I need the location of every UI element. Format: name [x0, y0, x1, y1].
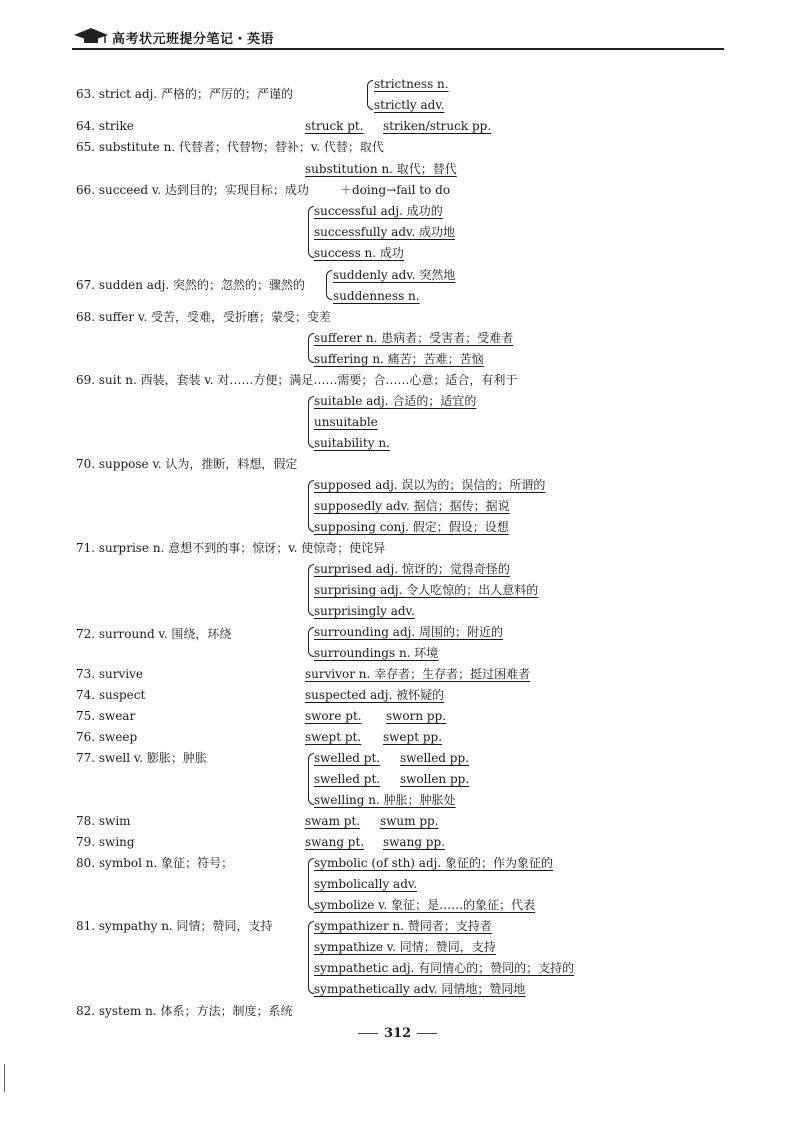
derivative: supposedly adv. 据信；据传；据说 [314, 499, 510, 513]
entry-66: 66. succeed v. 达到目的；实现目标；成功 [76, 183, 309, 197]
entry-65: 65. substitute n. 代替者；代替物；替补；v. 代替；取代 [76, 140, 384, 154]
entry-63: 63. strict adj. 严格的；严厉的；严谨的 [76, 87, 293, 101]
derivative: supposing conj. 假定；假设；设想 [314, 520, 509, 534]
derivative: surrounding adj. 周围的；附近的 [314, 625, 503, 639]
entry-78: 78. swim [76, 814, 131, 828]
entry-80: 80. symbol n. 象征；符号； [76, 856, 234, 870]
derivative: sufferer n. 患病者；受害者；受难者 [314, 331, 514, 345]
header-rule [72, 48, 724, 50]
entry-72: 72. surround v. 围绕，环绕 [76, 627, 232, 641]
past-tense: swelled pt. [314, 772, 381, 786]
brace [367, 80, 373, 110]
derivative: strictly adv. [374, 98, 445, 112]
derivative: suddenness n. [333, 289, 420, 303]
past-tense: swelled pt. [314, 751, 381, 765]
book-title: 高考状元班提分笔记・英语 [112, 32, 275, 47]
past-participle: swum pp. [380, 814, 439, 828]
derivative: symbolic (of sth) adj. 象征的；作为象征的 [314, 856, 553, 870]
derivative: success n. 成功 [314, 246, 404, 260]
past-participle: swelled pp. [400, 751, 469, 765]
derivative: substitution n. 取代；替代 [305, 162, 457, 176]
past-participle: swollen pp. [400, 772, 470, 786]
entry-74: 74. suspect [76, 688, 146, 702]
derivative: suspected adj. 被怀疑的 [305, 688, 445, 702]
entry-81: 81. sympathy n. 同情；赞同，支持 [76, 919, 273, 933]
graduation-cap-icon [72, 26, 110, 46]
entry-79: 79. swing [76, 835, 135, 849]
derivative: sympathetic adj. 有同情心的；赞同的；支持的 [314, 961, 575, 975]
derivative: surprised adj. 惊讶的；觉得奇怪的 [314, 562, 510, 576]
past-tense: swore pt. [305, 709, 362, 723]
margin-mark [4, 1064, 5, 1092]
entry-76: 76. sweep [76, 730, 138, 744]
derivative: survivor n. 幸存者；生存者；挺过困难者 [305, 667, 531, 681]
entry-77: 77. swell v. 膨胀；肿胀 [76, 751, 207, 765]
derivative: suitable adj. 合适的；适宜的 [314, 394, 477, 408]
derivative: surprising adj. 令人吃惊的；出人意料的 [314, 583, 539, 597]
derivative: unsuitable [314, 415, 378, 429]
past-participle: swept pp. [383, 730, 443, 744]
entry-69: 69. suit n. 西装，套装 v. 对……方便；满足……需要；合……心意；适合，有利于 [76, 373, 518, 387]
past-tense: swept pt. [305, 730, 362, 744]
entry-73: 73. survive [76, 667, 144, 681]
derivative: surroundings n. 环境 [314, 646, 439, 660]
derivative: supposed adj. 误以为的；误信的；所谓的 [314, 478, 546, 492]
entry-70: 70. suppose v. 认为，推断，料想，假定 [76, 457, 298, 471]
derivative: surprisingly adv. [314, 604, 415, 618]
entry-75: 75. swear [76, 709, 136, 723]
derivative: sympathizer n. 赞同者；支持者 [314, 919, 492, 933]
past-tense: swam pt. [305, 814, 361, 828]
derivative: sympathetically adv. 同情地；赞同地 [314, 982, 526, 996]
derivative: successfully adv. 成功地 [314, 225, 456, 239]
derivative: symbolically adv. [314, 877, 418, 891]
derivative: swelling n. 肿胀；肿胀处 [314, 793, 456, 807]
past-participle: striken/struck pp. [383, 119, 492, 133]
derivative: suddenly adv. 突然地 [333, 268, 456, 282]
usage-note: ＋doing→fail to do [340, 183, 451, 197]
entry-68: 68. suffer v. 受苦，受难，受折磨；蒙受；变差 [76, 310, 331, 324]
derivative: strictness n. [374, 77, 449, 91]
derivative: symbolize v. 象征；是……的象征；代表 [314, 898, 536, 912]
past-participle: swang pp. [383, 835, 445, 849]
entry-82: 82. system n. 体系；方法；制度；系统 [76, 1004, 293, 1018]
derivative: suffering n. 痛苦；苦难；苦恼 [314, 352, 484, 366]
brace [326, 270, 332, 300]
entry-67: 67. sudden adj. 突然的；忽然的；骤然的 [76, 278, 305, 292]
derivative: suitability n. [314, 436, 390, 450]
past-tense: struck pt. [305, 119, 364, 133]
page-number: 312 [352, 1026, 443, 1041]
past-participle: sworn pp. [386, 709, 447, 723]
derivative: successful adj. 成功的 [314, 204, 443, 218]
entry-64: 64. strike [76, 119, 134, 133]
page-header [72, 22, 724, 50]
entry-71: 71. surprise n. 意想不到的事；惊讶；v. 使惊奇；使诧异 [76, 541, 386, 555]
derivative: sympathize v. 同情；赞同，支持 [314, 940, 496, 954]
past-tense: swang pt. [305, 835, 365, 849]
